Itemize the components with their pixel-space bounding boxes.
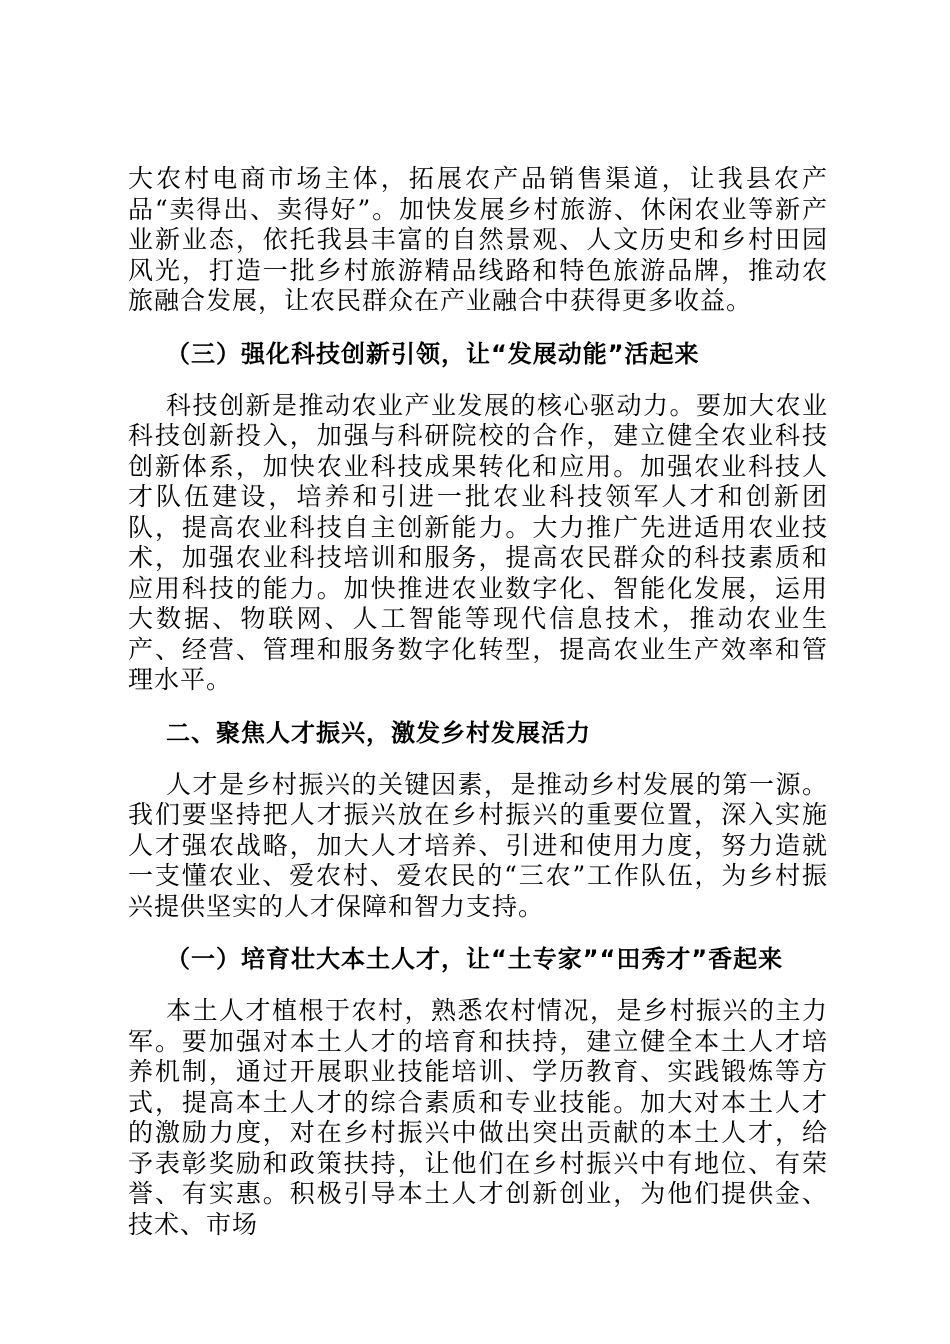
body-paragraph-4: 本土人才植根于农村，熟悉农村情况，是乡村振兴的主力军。要加强对本土人才的培育和扶持，建立健全本土人才培养机制，通过开展职业技能培训、学历教育、实践锻炼等方式，提高本土人才的综合素质和专业技能。加大对本土人才的激励力度，对在乡村振兴中做出突出贡献的本土人才，给予表彰奖励和政策扶持，让他们在乡村振兴中有地位、有荣誉、有实惠。积极引导本土人才创新创业，为他们提供金、技术、市场 — [128, 996, 828, 1239]
section-heading-tech-innovation: （三）强化科技创新引领，让“发展动能”活起来 — [166, 339, 700, 368]
body-paragraph-3: 人才是乡村振兴的关键因素，是推动乡村发展的第一源。我们要坚持把人才振兴放在乡村振兴的重要位置，深入实施人才强农战略，加大人才培养、引进和使用力度，努力造就一支懂农业、爱农村、爱农民的“三农”工作队伍，为乡村振兴提供坚实的人才保障和智力支持。 — [128, 769, 828, 921]
body-paragraph-2: 科技创新是推动农业产业发展的核心驱动力。要加大农业科技创新投入，加强与科研院校的合作，建立健全农业科技创新体系，加快农业科技成果转化和应用。加强农业科技人才队伍建设，培养和引进一批农业科技领军人才和创新团队，提高农业科技自主创新能力。大力推广先进适用农业技术，加强农业科技培训和服务，提高农民群众的科技素质和应用科技的能力。加快推进农业数字化、智能化发展，运用大数据、物联网、人工智能等现代信息技术，推动农业生产、经营、管理和服务数字化转型，提高农业生产效率和管理水平。 — [128, 390, 828, 694]
document-page — [128, 164, 828, 1240]
section-heading-local-talent: （一）培育壮大本土人才，让“土专家”“田秀才”香起来 — [166, 945, 784, 973]
body-paragraph-1: 大农村电商市场主体，拓展农产品销售渠道，让我县农产品“卖得出、卖得好”。加快发展乡村旅游、休闲农业等新产业新业态，依托我县丰富的自然景观、人文历史和乡村田园风光，打造一批乡村旅游精品线路和特色旅游品牌，推动农旅融合发展，让农民群众在产业融合中获得更多收益。 — [128, 164, 828, 315]
section-heading-talent-revitalization: 二、聚焦人才振兴，激发乡村发展活力 — [166, 718, 591, 747]
